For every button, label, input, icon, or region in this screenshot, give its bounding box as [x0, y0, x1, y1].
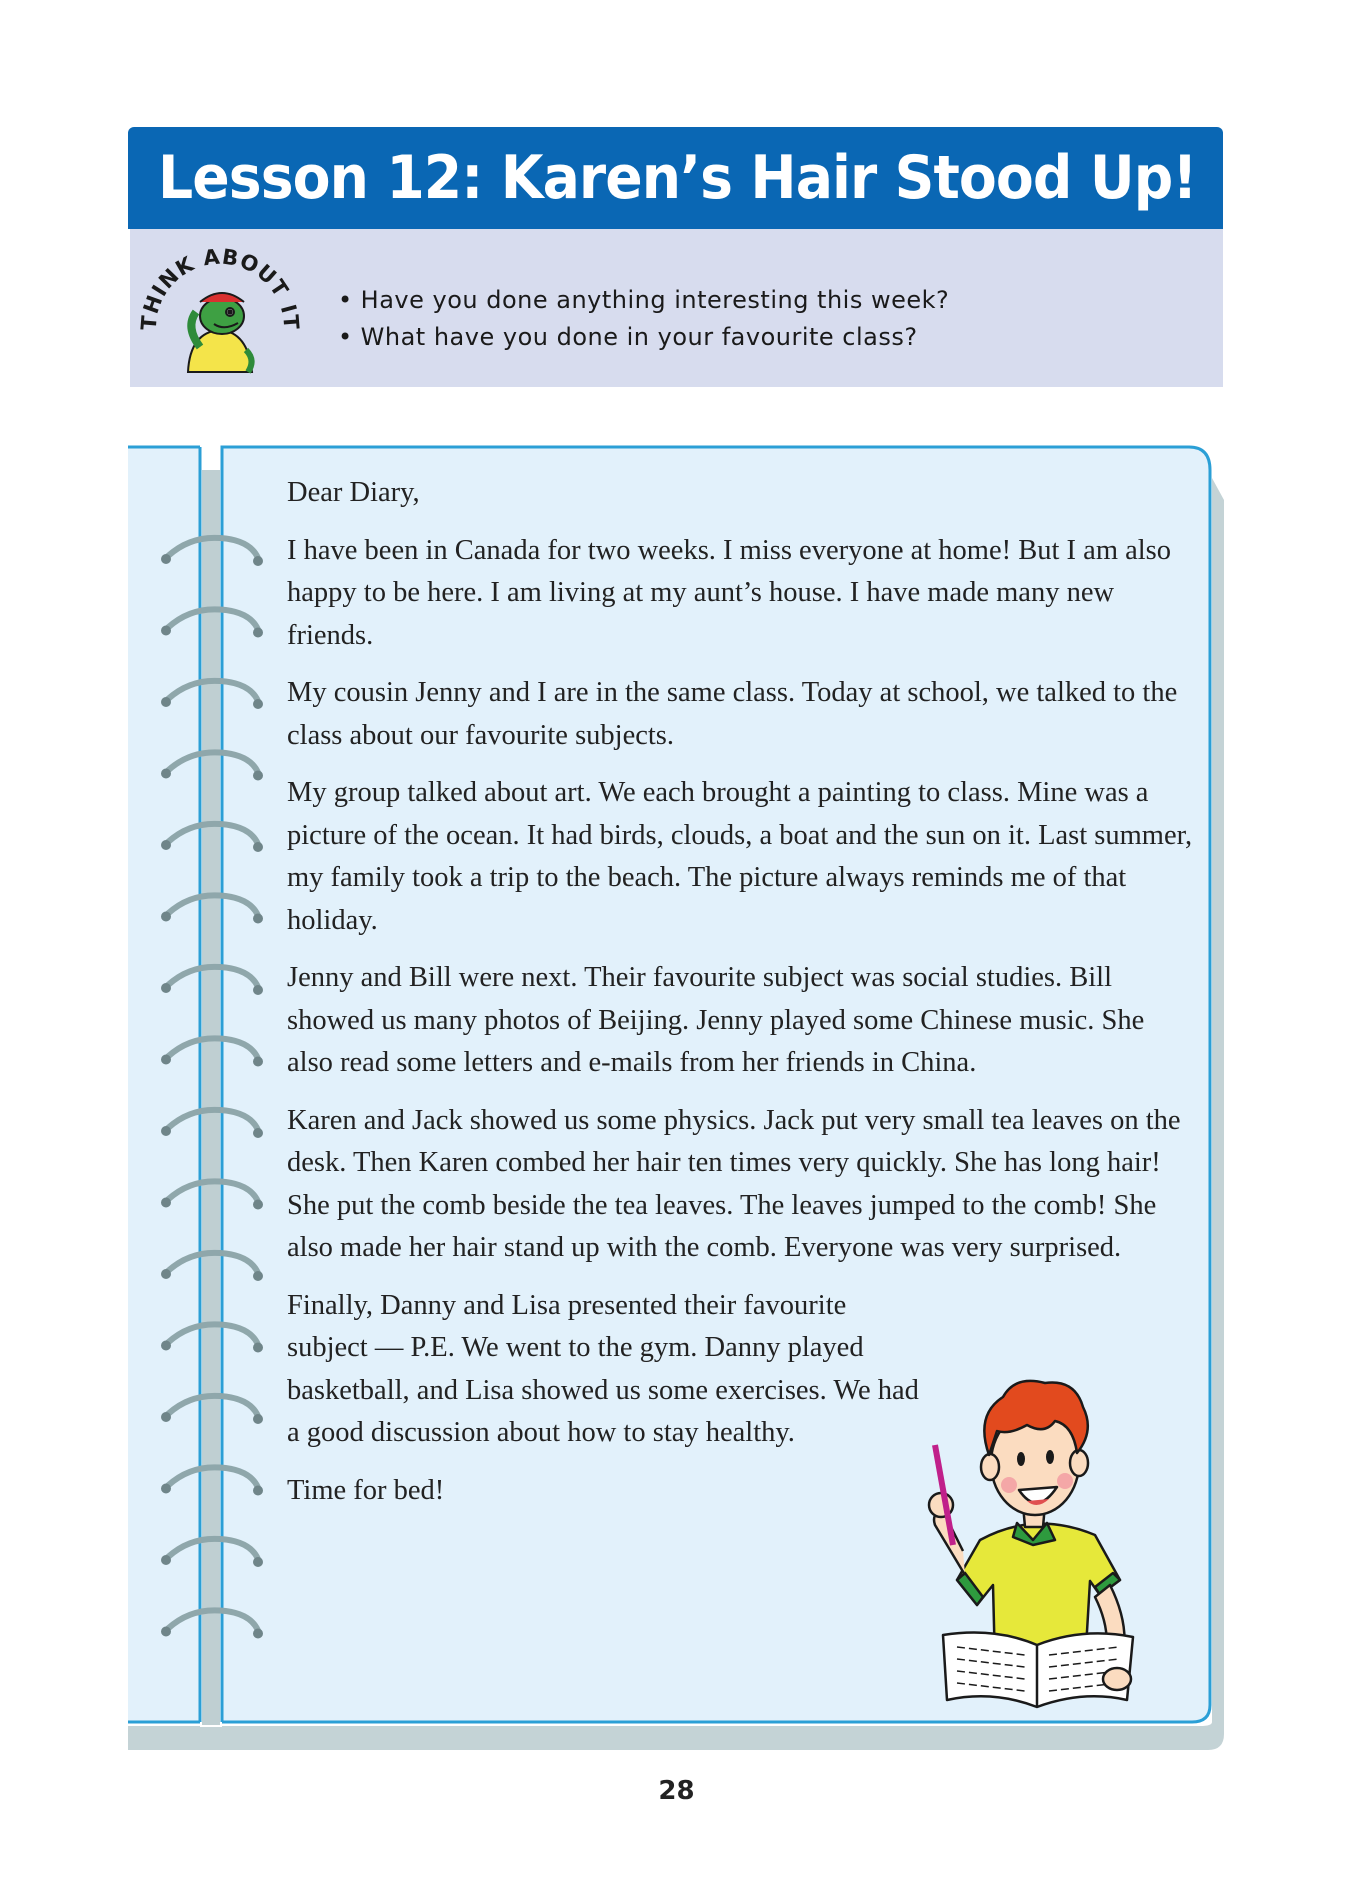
spiral-hole [161, 1555, 171, 1565]
question-item: • Have you done anything interesting this week? [338, 286, 950, 314]
spiral-hole [253, 985, 263, 995]
spiral-hole [161, 1484, 171, 1494]
diary-paragraph: Finally, Danny and Lisa presented their favourite subject — P.E. We went to the gym. Danny played basketball, and Lisa showed us some exercises. We had a good discussion about how to stay healthy. [287, 1289, 919, 1448]
question-item: • What have you done in your favourite class? [338, 323, 918, 351]
lesson-title: Lesson 12: Karen’s Hair Stood Up! [158, 143, 1197, 213]
spiral-hole [161, 840, 171, 850]
question-text: Have you done anything interesting this week? [360, 286, 950, 314]
spiral-hole [253, 1057, 263, 1067]
spiral-hole [253, 1414, 263, 1424]
spiral-hole [161, 697, 171, 707]
diary-paragraph: Jenny and Bill were next. Their favourite subject was social studies. Bill showed us many photos of Beijing. Jenny played some Chinese music. She also read some letters and e-mails from her friends in China. [287, 962, 1145, 1078]
diary-closing: Time for bed! [287, 1474, 445, 1506]
diary-greeting: Dear Diary, [287, 477, 420, 508]
spiral-hole [253, 1629, 263, 1639]
spiral-hole [253, 1343, 263, 1353]
spiral-hole [253, 914, 263, 924]
spiral-hole [161, 554, 171, 564]
spiral-hole [161, 769, 171, 779]
diary-paragraph: I have been in Canada for two weeks. I miss everyone at home! But I am also happy to be here. I am living at my aunt’s house. I have made many new friends. [287, 534, 1172, 651]
spiral-hole [253, 1557, 263, 1567]
spiral-hole [253, 628, 263, 638]
spiral-hole [253, 842, 263, 852]
spiral-hole [161, 1198, 171, 1208]
badge-label: THINK ABOUT IT [136, 244, 304, 332]
spiral-hole [253, 699, 263, 709]
diary-paragraph: Karen and Jack showed us some physics. Jack put very small tea leaves on the desk. Then Karen combed her hair ten times very quickly. She has long hair! She put the comb beside the tea leaves. The leaves jumped to the comb! She also made her hair stand up with the comb. Everyone was very surprised. [287, 1104, 1181, 1263]
spiral-hole [161, 1627, 171, 1637]
spiral-hole [161, 1269, 171, 1279]
spiral-hole [253, 556, 263, 566]
spiral-hole [161, 1341, 171, 1351]
spiral-hole [161, 626, 171, 636]
question-text: What have you done in your favourite class? [360, 323, 918, 351]
spiral-hole [253, 1486, 263, 1496]
diary-paragraph: My group talked about art. We each brought a painting to class. Mine was a picture of the ocean. It had birds, clouds, a boat and the sun on it. Last summer, my family took a trip to the beach. The picture always reminds me of that holiday. [287, 777, 1193, 936]
spiral-hole [161, 1055, 171, 1065]
boy-with-book-illustration [905, 1345, 1175, 1715]
spiral-hole [161, 912, 171, 922]
page-number: 28 [658, 1776, 695, 1806]
spiral-hole [253, 1271, 263, 1281]
spiral-hole [161, 1126, 171, 1136]
spiral-hole [161, 983, 171, 993]
spiral-hole [253, 771, 263, 781]
diary-paragraph: My cousin Jenny and I are in the same class. Today at school, we talked to the class about our favourite subjects. [287, 677, 1178, 751]
spiral-hole [161, 1412, 171, 1422]
spiral-hole [253, 1200, 263, 1210]
spiral-hole [253, 1128, 263, 1138]
